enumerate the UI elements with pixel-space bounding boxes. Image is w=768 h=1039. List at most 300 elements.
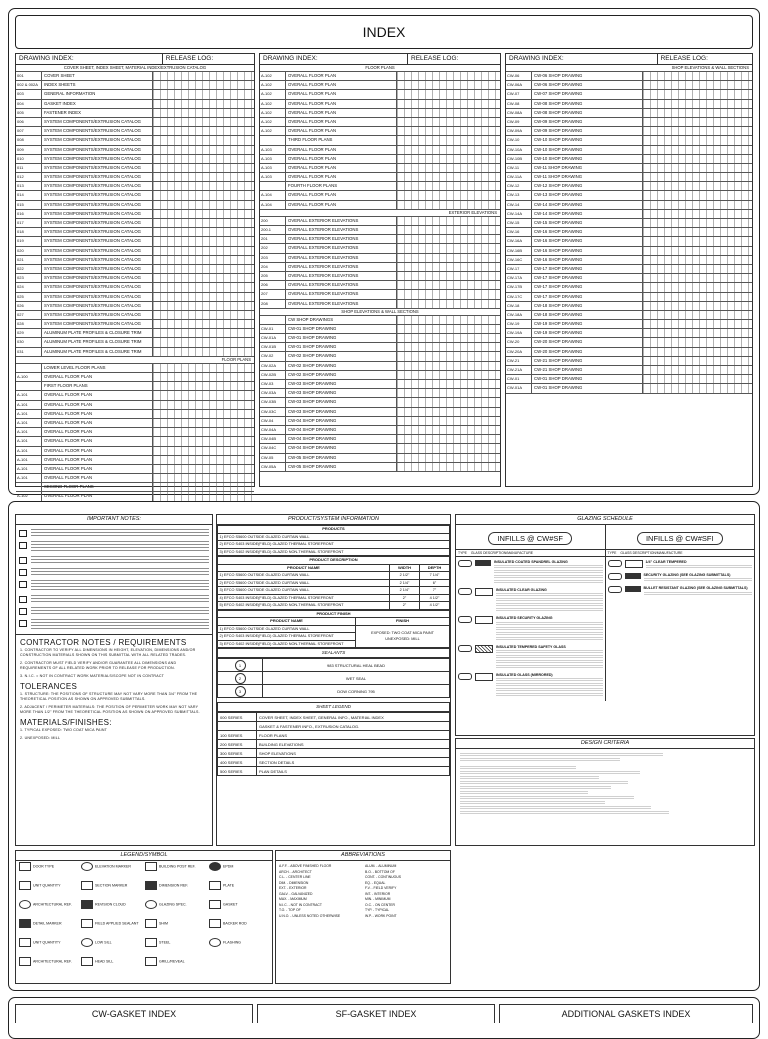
glazing-spec-lines [496, 665, 603, 669]
symbol-label: EPDM [223, 864, 234, 869]
release-log-grid [643, 118, 752, 126]
release-log-grid [153, 293, 254, 301]
glazing-spec-lines [644, 578, 753, 582]
release-log-grid [153, 401, 254, 409]
release-log-grid [153, 465, 254, 473]
abbreviation-item: T.O. - TOP OF [279, 908, 301, 912]
release-log-grid [397, 90, 500, 98]
glazing-type-tag [608, 560, 622, 567]
sheet-title: ALUMINUM PLATE PROFILES & CLOSURE TRIM [42, 338, 153, 346]
index-row [260, 316, 500, 325]
index-row [16, 338, 254, 347]
sealant-tag [218, 685, 263, 698]
desc-name: 5) EFCO S402 INSIDE(FIELD) GLAZED NON-THERMAL STOREFRONT [218, 602, 390, 610]
index-row [260, 281, 500, 290]
legend-symbol-item [19, 900, 72, 909]
note-text-lines [31, 607, 209, 615]
index-title: INDEX [15, 15, 753, 49]
glazing-swatch [625, 573, 641, 579]
glazing-spec-lines [496, 650, 603, 654]
symbol-glyph-icon [145, 900, 157, 909]
sheet-title: CW-02 SHOP DRAWING [286, 362, 397, 370]
desc-row [218, 579, 450, 587]
index-row [506, 219, 752, 228]
index-row [16, 401, 254, 410]
release-log-grid [153, 127, 254, 135]
index-row [16, 210, 254, 219]
sheet-title: CW-05 SHOP DRAWING [286, 463, 397, 471]
symbol-glyph-icon [209, 919, 221, 928]
abbreviation-item: ALUM. - ALUMINUM [365, 864, 397, 868]
sheet-number: 003 [16, 90, 42, 98]
glazing-title: INSULATED SECURITY GLAZING [496, 616, 553, 621]
note-text-lines [31, 529, 209, 537]
index-row [506, 265, 752, 274]
sheet-title: OVERALL FLOOR PLAN [42, 419, 153, 427]
index-row [260, 389, 500, 398]
glazing-type-tag [458, 673, 472, 680]
release-log-grid [643, 293, 752, 301]
index-row [506, 201, 752, 210]
release-log-grid [397, 398, 500, 406]
index-column-header [260, 54, 500, 65]
sheet-title: CW-21 SHOP DRAWING [532, 357, 643, 365]
sheet-title: CW-16 SHOP DRAWING [532, 256, 643, 264]
sheet-legend-label: SHEET LEGEND [217, 702, 450, 712]
index-row [506, 237, 752, 246]
sheet-number: A-101 [16, 410, 42, 418]
sheet-number: 205 [260, 272, 286, 280]
sheet-number: CW-01B [260, 343, 286, 351]
glass-desc-label-left: GLASS DESCRIPTION/MANUFACTURE [470, 551, 534, 555]
legend-symbol-item [19, 862, 54, 871]
index-row [260, 417, 500, 426]
sheet-number: 025 [16, 293, 42, 301]
glazing-spec-lines [496, 603, 603, 607]
sheet-title: CW-03 SHOP DRAWING [286, 389, 397, 397]
legend-row [218, 749, 450, 758]
desc-width: 2" [390, 602, 420, 610]
release-log-grid [643, 191, 752, 199]
sheet-number: CW-17A [506, 274, 532, 282]
sheet-number: CW-18A [506, 311, 532, 319]
sheet-title: CW-16 SHOP DRAWING [532, 247, 643, 255]
index-row [260, 146, 500, 155]
sheet-number: A-103 [260, 155, 286, 163]
release-log-grid [153, 320, 254, 328]
index-row [16, 311, 254, 320]
sheet-title: OVERALL FLOOR PLAN [286, 90, 397, 98]
sheet-number: 004 [16, 100, 42, 108]
glazing-item [608, 560, 753, 570]
release-log-grid [153, 474, 254, 482]
sheet-title: CW-05 SHOP DRAWING [286, 454, 397, 462]
glazing-spec-lines [496, 693, 603, 697]
index-row [506, 247, 752, 256]
index-row [506, 146, 752, 155]
sheet-number: CW-11 [506, 164, 532, 172]
sheet-title: CW-16 SHOP DRAWING [532, 228, 643, 236]
sheet-title: CW-01 SHOP DRAWING [286, 325, 397, 333]
materials-title: MATERIALS/FINISHES: [20, 718, 112, 727]
release-log-grid [397, 362, 500, 370]
index-row [16, 364, 254, 373]
symbol-glyph-icon [81, 919, 93, 928]
legend-description: SHOP ELEVATIONS [257, 749, 450, 758]
sheet-title: SYSTEM COMPONENTS/EXTRUSION CATALOG [42, 118, 153, 126]
legend-symbol-item [145, 900, 187, 909]
release-log-grid [643, 164, 752, 172]
sheet-number: A-102 [260, 118, 286, 126]
note-checkbox [19, 530, 27, 537]
abbreviation-item: DIM. - DIMENSION [279, 880, 309, 885]
sheet-title: OVERALL FLOOR PLAN [42, 456, 153, 464]
important-note [19, 595, 209, 603]
index-row [16, 293, 254, 302]
release-log-grid [153, 311, 254, 319]
glazing-item [458, 645, 603, 670]
legend-series: 100 SERIES [218, 731, 257, 740]
note-text-lines [31, 568, 209, 576]
sheet-number: 007 [16, 127, 42, 135]
contractor-note-3: 3. N.I.C. = NOT IN CONTRACT WORK MATERIALS/SCOPE NOT IN CONTRACT [20, 674, 165, 678]
index-row [16, 109, 254, 118]
abbreviation-item: C.L. - CENTER LINE [279, 875, 311, 879]
index-row [260, 127, 500, 136]
release-log-grid [153, 164, 254, 172]
sheet-title: FASTENER INDEX [42, 109, 153, 117]
glazing-spec-lines [496, 608, 603, 612]
product-line-3: 3) EFCO S402 INSIDE(FIELD) GLAZED NON-THERMAL STOREFRONT [218, 548, 450, 556]
index-row [16, 320, 254, 329]
release-log-grid [397, 281, 500, 289]
sheet-number: 027 [16, 311, 42, 319]
glazing-spec-lines [494, 575, 603, 579]
glazing-title: BULLET RESISTANT GLAZING (SEE GLAZING SUBMITTALS) [643, 586, 748, 591]
symbol-label: HEAD SILL [95, 959, 114, 964]
sheet-number: A-102 [260, 109, 286, 117]
sheet-number: CW-12 [506, 182, 532, 190]
symbol-label: GASKET [223, 902, 238, 907]
index-row [260, 100, 500, 109]
sheet-number: CW-04C [260, 444, 286, 452]
sheet-number: CW-16 [506, 228, 532, 236]
release-log-grid [153, 210, 254, 218]
sheet-number: CW-21 [506, 357, 532, 365]
index-row [260, 371, 500, 380]
sheet-number: CW-15 [506, 219, 532, 227]
drawing-index-label: DRAWING INDEX: [260, 54, 408, 64]
sheet-number: CW-04A [260, 426, 286, 434]
glass-desc-label-right: GLASS DESCRIPTION/MANUFACTURE [620, 551, 683, 555]
legend-symbol-item [209, 938, 241, 947]
index-row [506, 164, 752, 173]
sf-gasket-index-title: SF-GASKET INDEX [257, 1004, 495, 1023]
glazing-swatch [475, 588, 493, 596]
index-row [506, 311, 752, 320]
index-row [16, 428, 254, 437]
index-row [260, 263, 500, 272]
glazing-spec-lines [496, 637, 603, 641]
section-heading: SHOP ELEVATIONS & WALL SECTIONS [506, 65, 752, 72]
glazing-spec-lines [496, 678, 603, 682]
index-row [16, 81, 254, 90]
release-log-grid [397, 136, 500, 144]
index-row [16, 456, 254, 465]
symbol-label: STEEL [159, 940, 171, 945]
sheet-title: CW-09 SHOP DRAWING [532, 118, 643, 126]
release-log-grid [397, 72, 500, 80]
sheet-title: CW-14 SHOP DRAWING [532, 210, 643, 218]
index-row [506, 127, 752, 136]
release-log-grid [397, 201, 500, 209]
sheet-title: CW-01 SHOP DRAWING [532, 375, 643, 383]
index-row [506, 90, 752, 99]
sheet-title: CW-10 SHOP DRAWING [532, 155, 643, 163]
abbreviation-item: A.F.F. - ABOVE FINISHED FLOOR [279, 864, 332, 868]
sheet-title: OVERALL EXTERIOR ELEVATIONS [286, 290, 397, 298]
finish-row-2: 2) EFCO S403 INSIDE(FIELD) GLAZED THERMAL STOREFRONT [218, 633, 356, 641]
sheet-title: FIRST FLOOR PLANS [42, 382, 153, 390]
abbreviation-item: W.P. - WORK POINT [365, 913, 397, 918]
sheet-title: OVERALL FLOOR PLAN [286, 155, 397, 163]
sheet-number [260, 316, 286, 324]
release-log-grid [643, 146, 752, 154]
release-log-grid [153, 228, 254, 236]
release-log-grid [397, 454, 500, 462]
glazing-spec-lines [496, 655, 603, 659]
section-heading: COVER SHEET, INDEX SHEET, MATERIAL INDEX/EXTRUSION CATALOG [16, 65, 254, 72]
index-row [506, 136, 752, 145]
index-row [506, 375, 752, 384]
sheet-number: A-102 [260, 81, 286, 89]
sheet-number: CW-19A [506, 329, 532, 337]
release-log-grid [397, 290, 500, 298]
sheet-number: 028 [16, 320, 42, 328]
sheet-number: CW-20 [506, 338, 532, 346]
release-log-grid [643, 182, 752, 190]
sheet-number: CW-14A [506, 210, 532, 218]
sheet-title: OVERALL EXTERIOR ELEVATIONS [286, 300, 397, 308]
index-row [260, 435, 500, 444]
sheet-title: OVERALL EXTERIOR ELEVATIONS [286, 272, 397, 280]
sheet-legend-table [217, 712, 450, 776]
desc-name: 3) EFCO S5600 OUTSIDE GLAZED CURTAIN WALL [218, 587, 390, 595]
glazing-spec-lines [644, 592, 753, 596]
sheet-number: CW-08A [506, 109, 532, 117]
sheet-number: CW-02 [260, 352, 286, 360]
index-row [260, 118, 500, 127]
sheet-title: CW-01 SHOP DRAWING [286, 334, 397, 342]
sheet-title: SYSTEM COMPONENTS/EXTRUSION CATALOG [42, 265, 153, 273]
legend-row [218, 740, 450, 749]
legend-symbol-item [81, 900, 126, 909]
symbol-label: LOW SILL [95, 940, 112, 945]
symbol-label: PLATE [223, 883, 235, 888]
sheet-title: CW-07 SHOP DRAWING [532, 90, 643, 98]
symbol-glyph-icon [145, 957, 157, 966]
sheet-number: CW-09A [506, 127, 532, 135]
release-log-grid [153, 136, 254, 144]
index-row [16, 419, 254, 428]
sheet-number: 015 [16, 201, 42, 209]
legend-series: 400 SERIES [218, 758, 257, 767]
note-checkbox [19, 596, 27, 603]
sheet-title: COVER SHEET [42, 72, 153, 80]
glazing-spec-lines [496, 683, 603, 687]
sheet-title: CW-13 SHOP DRAWING [532, 191, 643, 199]
sheet-title: CW-02 SHOP DRAWING [286, 352, 397, 360]
release-log-grid [397, 127, 500, 135]
sheet-title: GENERAL INFORMATION [42, 90, 153, 98]
index-row [16, 118, 254, 127]
legend-symbol-item [209, 862, 233, 871]
sheet-title: SYSTEM COMPONENTS/EXTRUSION CATALOG [42, 228, 153, 236]
glazing-swatch [475, 673, 493, 681]
sheet-title: CW-21 SHOP DRAWING [532, 366, 643, 374]
index-row [16, 283, 254, 292]
legend-row [218, 767, 450, 776]
sheet-number: 012 [16, 173, 42, 181]
index-row [506, 320, 752, 329]
release-log-grid [397, 272, 500, 280]
sheet-title: CW-03 SHOP DRAWING [286, 380, 397, 388]
sheet-title: CW-08 SHOP DRAWING [532, 100, 643, 108]
abbreviation-item: GALV. - GALVANIZED [279, 891, 313, 896]
symbol-glyph-icon [81, 862, 93, 871]
symbol-label: SHIM [159, 921, 168, 926]
glazing-swatch [625, 560, 643, 568]
sheet-number: 201 [260, 235, 286, 243]
sheet-number: 031 [16, 348, 42, 356]
index-row [506, 329, 752, 338]
sheet-title: SYSTEM COMPONENTS/EXTRUSION CATALOG [42, 302, 153, 310]
symbol-glyph-icon [81, 900, 93, 909]
desc-name: 2) EFCO S5600 OUTSIDE GLAZED CURTAIN WALL [218, 579, 390, 587]
release-log-grid [397, 343, 500, 351]
symbol-glyph-icon [19, 862, 31, 871]
sheet-title: GASKET INDEX [42, 100, 153, 108]
glazing-description [496, 616, 603, 641]
sheet-title: OVERALL EXTERIOR ELEVATIONS [286, 254, 397, 262]
index-row [506, 191, 752, 200]
legend-series: 000 SERIES [218, 713, 257, 722]
index-row [506, 173, 752, 182]
index-row [260, 290, 500, 299]
index-row [506, 182, 752, 191]
sheet-title: SYSTEM COMPONENTS/EXTRUSION CATALOG [42, 182, 153, 190]
sheet-number: A-100 [16, 373, 42, 381]
index-row [16, 173, 254, 182]
product-description-label: PRODUCT DESCRIPTION [218, 557, 450, 565]
additional-gaskets-index-title: ADDITIONAL GASKETS INDEX [499, 1004, 753, 1023]
index-row [506, 302, 752, 311]
symbol-glyph-icon [19, 900, 31, 909]
symbol-label: ELEVATION MARKER [95, 864, 132, 869]
sheet-title: OVERALL FLOOR PLAN [42, 391, 153, 399]
legend-symbol-item [19, 881, 61, 890]
sheet-number: CW-10A [506, 146, 532, 154]
sealants-table [217, 658, 450, 698]
glazing-spec-lines [494, 580, 603, 584]
release-log-grid [643, 136, 752, 144]
index-column-header [16, 54, 254, 65]
legend-symbol-panel [15, 850, 273, 984]
sheet-title: SYSTEM COMPONENTS/EXTRUSION CATALOG [42, 320, 153, 328]
note-text-lines [31, 541, 209, 552]
symbol-label: GRILL/REVEAL [159, 959, 185, 964]
release-log-grid [643, 210, 752, 218]
release-log-grid [153, 155, 254, 163]
release-log-grid [397, 263, 500, 271]
legend-symbol-item [81, 938, 112, 947]
release-log-grid [397, 173, 500, 181]
note-checkbox [19, 608, 27, 615]
index-row [16, 410, 254, 419]
sheet-number: CW-02A [260, 362, 286, 370]
sealant-text: WET SEAL [263, 672, 450, 685]
legend-series: 500 SERIES [218, 767, 257, 776]
note-checkbox [19, 581, 27, 588]
section-heading: FLOOR PLANS [16, 357, 254, 364]
sheet-number: 206 [260, 281, 286, 289]
sheet-title: CW-16 SHOP DRAWING [532, 237, 643, 245]
legend-symbol-item [81, 862, 131, 871]
sheet-number: A-103 [260, 173, 286, 181]
release-log-grid [153, 81, 254, 89]
sheet-title: SYSTEM COMPONENTS/EXTRUSION CATALOG [42, 283, 153, 291]
release-log-grid [397, 226, 500, 234]
symbol-label: DIMENSION REF. [159, 883, 189, 888]
release-log-grid [153, 348, 254, 356]
sheet-title: CW-12 SHOP DRAWING [532, 182, 643, 190]
symbol-glyph-icon [19, 957, 31, 966]
product-line-1: 1) EFCO S5600 OUTSIDE GLAZED CURTAIN WALL [218, 533, 450, 541]
symbol-glyph-icon [81, 957, 93, 966]
release-log-grid [643, 274, 752, 282]
index-row [506, 109, 752, 118]
index-row [16, 164, 254, 173]
index-row [260, 444, 500, 453]
glazing-title: INSULATED TEMPERED SAFETY GLASS [496, 644, 566, 649]
sheet-title: CW-01 SHOP DRAWING [286, 343, 397, 351]
sealant-row [218, 672, 450, 685]
symbol-label: GLAZING SPEC. [159, 902, 187, 907]
symbol-glyph-icon [81, 938, 93, 947]
important-notes-panel [15, 514, 213, 846]
sheet-number: A-104 [260, 191, 286, 199]
sheet-number [16, 364, 42, 372]
release-log-grid [153, 364, 254, 372]
legend-description: GASKET & FASTENER INFO., EXTRUSION CATALOG. [257, 722, 450, 731]
sheet-title: CW-06 SHOP DRAWING [532, 72, 643, 80]
legend-symbol-item [145, 881, 188, 890]
sheet-title: SYSTEM COMPONENTS/EXTRUSION CATALOG [42, 155, 153, 163]
release-log-grid [153, 382, 254, 390]
legend-series: 200 SERIES [218, 740, 257, 749]
sheet-number: A-101 [16, 437, 42, 445]
sheet-number: 203 [260, 254, 286, 262]
sealant-tag-icon: 3 [235, 686, 246, 697]
symbol-label: UNIT QUANTITY [33, 883, 61, 888]
note-text-lines [31, 619, 209, 630]
sheet-number: 014 [16, 191, 42, 199]
sealant-tag-icon: 2 [235, 673, 246, 684]
sheet-title: CW-17 SHOP DRAWING [532, 265, 643, 273]
sheet-number: CW-17C [506, 293, 532, 301]
index-row [260, 343, 500, 352]
index-row [260, 352, 500, 361]
